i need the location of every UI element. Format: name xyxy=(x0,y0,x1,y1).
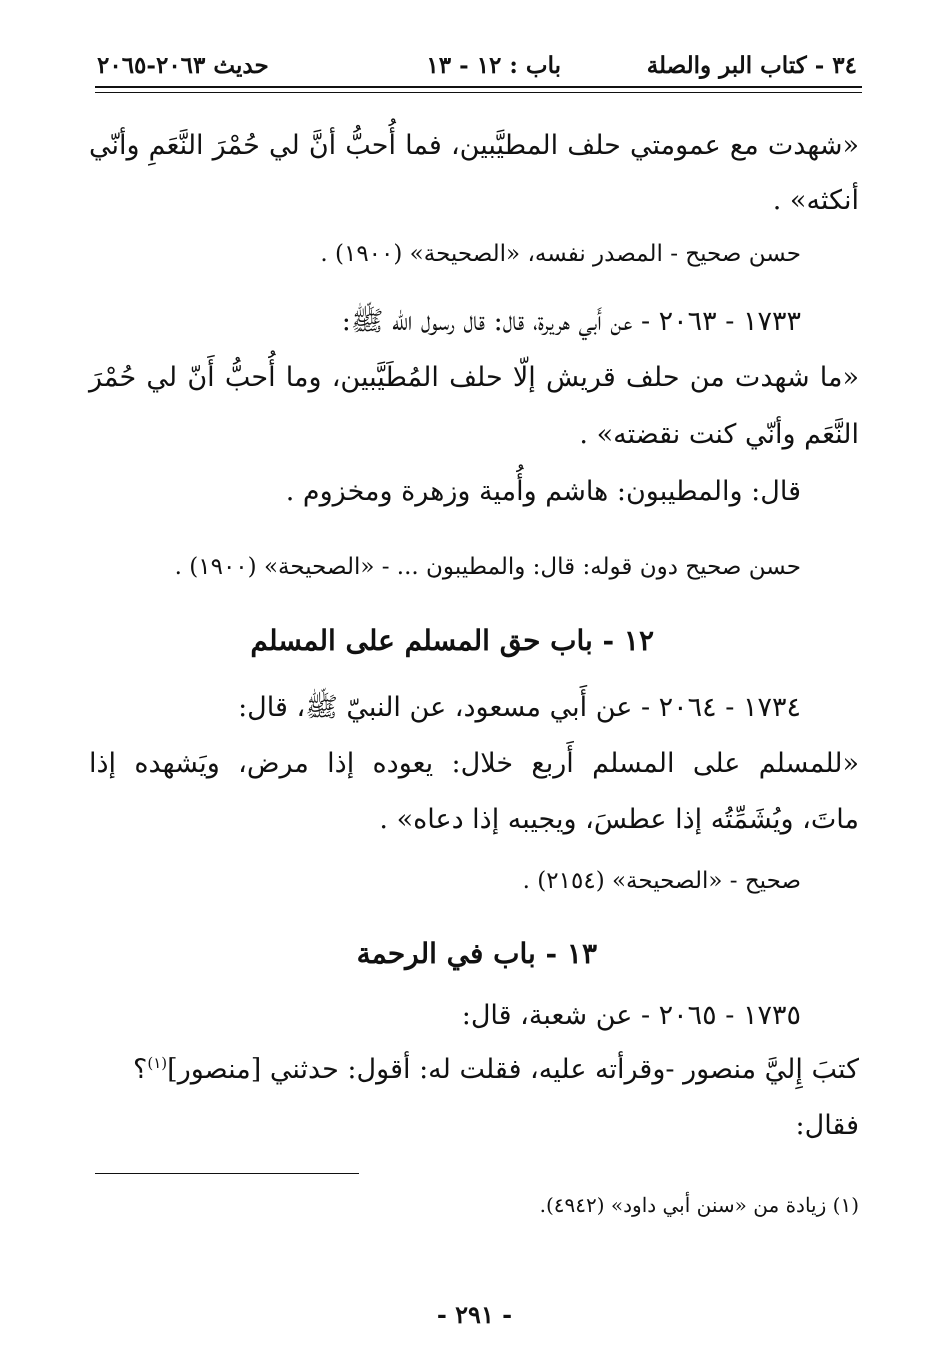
header-rule-thick xyxy=(95,86,862,88)
text-line: فقال: xyxy=(795,1110,859,1141)
text-line xyxy=(133,1052,859,1087)
hadith-isnad: ١٧٣٤ - ٢٠٦٤ - عن أَبي مسعود، عن النبيّ ﷺ، قال: xyxy=(238,692,801,723)
chapter-heading: ١٢ - باب حق المسلم على المسلم xyxy=(250,624,654,657)
page-number: - ٢٩١ - xyxy=(436,1300,513,1329)
chapter-heading: ١٣ - باب في الرحمة xyxy=(356,937,597,970)
text-line: أنكثه» . xyxy=(772,185,859,216)
running-header-book: ٣٤ - كتاب البر والصلة xyxy=(646,52,857,79)
text-line: «للمسلم على المسلم أَربع خلال: يعوده إذا مرض، ويَشهده إذا xyxy=(89,748,859,779)
header-rule-thin xyxy=(95,92,862,93)
text-line: قال: والمطيبون: هاشم وأُمية وزهرة ومخزوم . xyxy=(285,476,801,507)
text-line: «ما شهدت من حلف قريش إلّا حلف المُطَيَّبين، وما أُحبُّ أَنّ لي حُمْرَ xyxy=(89,362,859,393)
running-header-chapters: باب : ١٢ - ١٣ xyxy=(426,52,561,79)
text-line-main: كتبَ إِليَّ منصور -وقرأته عليه، فقلت له: أقول: حدثني [منصور] xyxy=(167,1054,859,1085)
text-line: النَّعَم وأنّي كنت نقضته» . xyxy=(579,419,859,450)
footnote-rule xyxy=(95,1173,359,1174)
grading-line: صحيح - «الصحيحة» (٢١٥٤) . xyxy=(522,868,801,894)
grading-line: حسن صحيح - المصدر نفسه، «الصحيحة» (١٩٠٠) . xyxy=(320,241,801,267)
hadith-isnad: ١٧٣٣ - ٢٠٦٣ - عن أَبي هريرة، قال: قال رسول الله ﷺ: xyxy=(341,306,801,337)
question-mark: ؟ xyxy=(133,1054,148,1085)
hadith-isnad: ١٧٣٥ - ٢٠٦٥ - عن شعبة، قال: xyxy=(461,1000,801,1031)
grading-line: حسن صحيح دون قوله: قال: والمطيبون ... - «الصحيحة» (١٩٠٠) . xyxy=(174,554,801,580)
running-header-hadith-range: حديث ٢٠٦٣-٢٠٦٥ xyxy=(97,52,269,79)
text-line: «شهدت مع عمومتي حلف المطيَّبين، فما أُحبُّ أنَّ لي حُمْرَ النَّعَمِ وأنّي xyxy=(89,130,859,161)
footnote: (١) زيادة من «سنن أبي داود» (٤٩٤٢). xyxy=(539,1193,859,1217)
text-line: ماتَ، ويُشَمِّتُه إذا عطسَ، ويجيبه إذا دعاه» . xyxy=(379,804,859,835)
footnote-reference: (١) xyxy=(147,1054,168,1072)
